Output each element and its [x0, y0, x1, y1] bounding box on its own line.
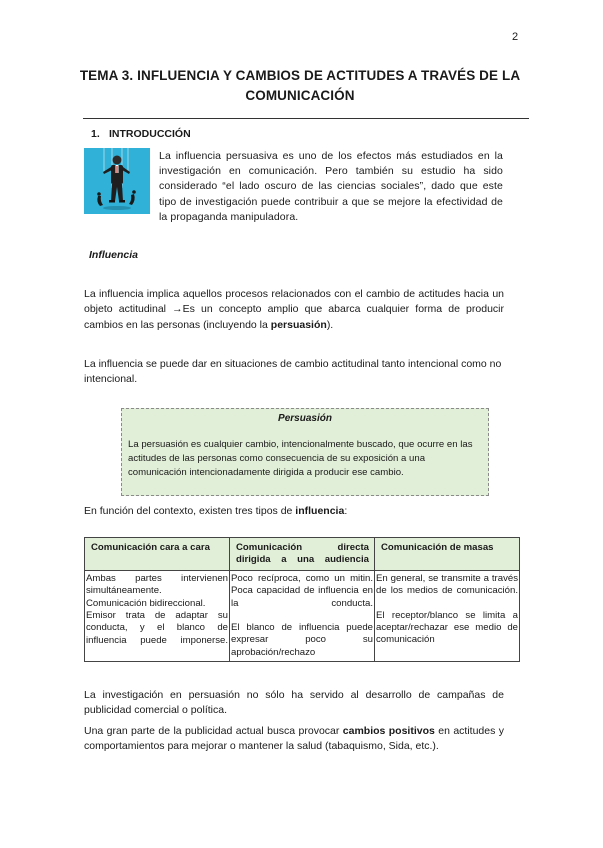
section-label: INTRODUCCIÓN: [109, 128, 191, 140]
paragraph3-bold: influencia: [295, 505, 345, 517]
influence-definition-paragraph: [84, 287, 504, 333]
paragraph3-start: En función del contexto, existen tres tipos de: [84, 505, 296, 517]
context-paragraph: [84, 504, 504, 519]
table-header-cell: Comunicación de masas: [375, 538, 520, 571]
paragraph1-middle: Es un concepto amplio que abarca cualquier forma de producir cambios en las personas (incluyendo la: [84, 303, 504, 331]
influence-types-paragraph: La influencia se puede dar en situaciones de cambio actitudinal tanto intencional como no intencional.: [84, 358, 502, 386]
advertising-paragraph: [84, 724, 504, 755]
influence-types-table: [84, 537, 520, 662]
table-cell: [375, 570, 520, 661]
research-paragraph: La investigación en persuasión no sólo ha servido al desarrollo de campañas de publicidad comercial o política.: [84, 689, 504, 717]
table-cell-text: Comunicación bidireccional.: [86, 597, 206, 609]
paragraph1-end: ).: [326, 318, 334, 331]
section-number: 1.: [91, 128, 100, 140]
section-heading: [91, 128, 191, 140]
table-cell-text: En general, se transmite a través de los medios de comunicación.: [376, 572, 518, 597]
table-header-cell: Comunicación directa dirigida a una audiencia: [230, 538, 375, 571]
table-header-row: [85, 538, 520, 571]
table-header-cell: Comunicación cara a cara: [85, 538, 230, 571]
table-cell: [85, 570, 230, 661]
paragraph5-end: en actitudes y comportamientos para mejorar o mantener la salud (tabaquismo, Sida, etc.).: [84, 725, 504, 753]
table-row: [85, 570, 520, 661]
table-cell-text: El receptor/blanco se limita a aceptar/rechazar ese medio de comunicación: [376, 609, 518, 646]
intro-paragraph: La influencia persuasiva es uno de los efectos más estudiados en la investigación en comunicación. Pero también su estudio ha sido considerado “el lado oscuro de las ciencias sociales”, dado que este tipo de investigación puede contribuir a que se mejore la efectividad de la propaganda manipuladora.: [159, 150, 503, 223]
influencia-subheading: Influencia: [89, 249, 139, 261]
page-title-line-1: TEMA 3. INFLUENCIA Y CAMBIOS DE ACTITUDES A TRAVÉS DE LA: [79, 68, 521, 83]
title-divider: [83, 118, 529, 119]
table-cell: [230, 570, 375, 661]
paragraph1-start: La influencia implica aquellos procesos relacionados con el cambio de actitudes hacia un objeto actitudinal: [84, 288, 504, 316]
arrow-icon: →: [172, 303, 183, 316]
table-cell-text: Poco recíproca, como un mitin. Poca capacidad de influencia en la conducta.: [231, 572, 373, 609]
persuasion-box-title: Persuasión: [278, 413, 332, 424]
table-cell-text: Emisor trata de adaptar su conducta, y el blanco de influencia puede imponerse.: [86, 610, 228, 646]
table-cell-text: Ambas partes intervienen simultáneamente.: [86, 572, 228, 597]
table-cell-text: El blanco de influencia puede expresar poco su aprobación/rechazo: [231, 622, 373, 658]
paragraph5-start: Una gran parte de la publicidad actual busca provocar: [84, 725, 343, 737]
businessman-puppet-illustration: [84, 148, 150, 214]
page-number: 2: [512, 31, 519, 43]
paragraph5-bold: cambios positivos: [342, 725, 435, 737]
page-title-line-2: COMUNICACIÓN: [245, 88, 355, 103]
persuasion-box-text: La persuasión es cualquier cambio, intencionalmente buscado, que ocurre en las actitudes de las personas como consecuencia de su exposición a una comunicación intencionadamente dirigida a producir ese cambio.: [128, 439, 473, 479]
puppet-man-icon: [84, 148, 150, 214]
page-title: [70, 66, 530, 106]
paragraph1-bold: persuasión: [270, 318, 327, 331]
paragraph3-end: :: [344, 505, 348, 517]
